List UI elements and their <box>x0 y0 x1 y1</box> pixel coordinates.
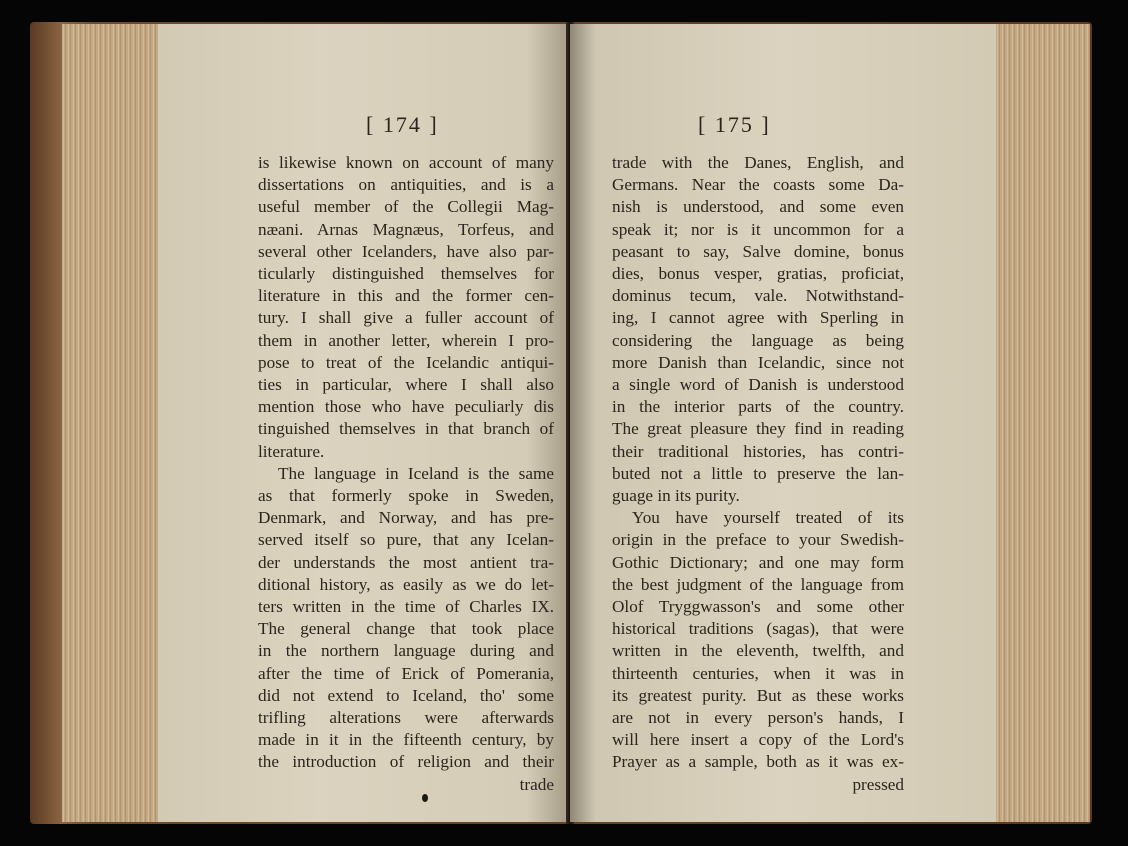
text-line: literature in this and the former cen- <box>258 286 554 306</box>
text-line: is likewise known on account of many <box>258 153 554 172</box>
text-line: trifling alterations were afterwards <box>258 708 554 728</box>
page-number: [ 174 ] <box>366 112 439 137</box>
text-line: Gothic Dictionary; and one may form <box>612 552 904 572</box>
text-line: nish is understood, and some even <box>612 197 904 217</box>
ink-spot <box>422 794 428 802</box>
text-line: dominus tecum, vale. Notwithstand- <box>612 286 904 306</box>
text-line: Prayer as a sample, both as it was ex- <box>612 752 904 772</box>
text-line: will here insert a copy of the Lord's <box>612 730 904 750</box>
text-line: dissertations on antiquities, and is a <box>258 175 554 195</box>
text-line: a single word of Danish is understood <box>612 375 904 395</box>
page-number: [ 175 ] <box>698 112 771 137</box>
text-line: ters written in the time of Charles IX. <box>258 597 554 617</box>
text-line: literature. <box>258 441 325 461</box>
text-line: in the interior parts of the country. <box>612 397 904 417</box>
text-line: as that formerly spoke in Sweden, <box>258 486 554 506</box>
text-line: trade with the Danes, English, and <box>612 153 904 172</box>
text-line: ties in particular, where I shall also <box>258 375 554 395</box>
text-line: historical traditions (sagas), that were <box>612 619 904 639</box>
text-line: tury. I shall give a fuller account of <box>258 308 554 328</box>
text-line: speak it; nor is it uncommon for a <box>612 219 904 239</box>
text-line: the introduction of religion and their <box>258 752 554 772</box>
text-line: tinguished themselves in that branch of <box>258 419 554 439</box>
text-line: guage in its purity. <box>612 486 740 506</box>
text-line: in the northern language during and <box>258 641 554 661</box>
text-line: You have yourself treated of its <box>632 508 904 528</box>
text-line: Denmark, and Norway, and has pre- <box>258 508 554 528</box>
text-line: næani. Arnas Magnæus, Torfeus, and <box>258 219 554 239</box>
text-line: ing, I cannot agree with Sperling in <box>612 308 904 328</box>
text-line: after the time of Erick of Pomerania, <box>258 663 554 683</box>
text-line: buted not a little to preserve the lan- <box>612 463 904 483</box>
text-line: mention those who have peculiarly dis <box>258 397 554 417</box>
page-text <box>258 152 554 796</box>
text-line: several other Icelanders, have also par- <box>258 241 554 261</box>
text-line: considering the language as being <box>612 330 904 350</box>
catchword: trade <box>519 774 554 794</box>
text-line: made in it in the fifteenth century, by <box>258 730 554 750</box>
text-line: peasant to say, Salve domine, bonus <box>612 241 904 261</box>
text-line: its greatest purity. But as these works <box>612 685 904 705</box>
text-line: ditional history, as easily as we do let- <box>258 574 554 594</box>
text-line: Germans. Near the coasts some Da- <box>612 175 904 195</box>
text-line: ticularly distinguished themselves for <box>258 264 554 284</box>
right-page-edges <box>996 24 1090 822</box>
text-line: more Danish than Icelandic, since not <box>612 352 904 372</box>
text-line: dies, bonus vesper, gratias, proficiat, <box>612 264 904 284</box>
text-line: The language in Iceland is the same <box>278 463 554 483</box>
page-text <box>612 152 904 796</box>
text-line: are not in every person's hands, I <box>612 708 904 728</box>
right-page <box>570 24 996 822</box>
left-page <box>158 24 568 822</box>
text-line: The great pleasure they find in reading <box>612 419 904 439</box>
text-line: did not extend to Iceland, tho' some <box>258 685 554 705</box>
catchword: pressed <box>852 774 904 794</box>
text-line: The general change that took place <box>258 619 554 639</box>
text-line: thirteenth centuries, when it was in <box>612 663 904 683</box>
text-line: them in another letter, wherein I pro- <box>258 330 554 350</box>
text-line: the best judgment of the language from <box>612 574 904 594</box>
text-line: pose to treat of the Icelandic antiqui- <box>258 352 554 372</box>
text-line: their traditional histories, has contri- <box>612 441 904 461</box>
text-line: useful member of the Collegii Mag- <box>258 197 554 217</box>
text-line: written in the eleventh, twelfth, and <box>612 641 904 661</box>
text-line: Olof Tryggwasson's and some other <box>612 597 904 617</box>
text-line: der understands the most antient tra- <box>258 552 554 572</box>
left-page-edges <box>62 24 158 822</box>
text-line: origin in the preface to your Swedish- <box>612 530 904 550</box>
text-line: served itself so pure, that any Icelan- <box>258 530 554 550</box>
